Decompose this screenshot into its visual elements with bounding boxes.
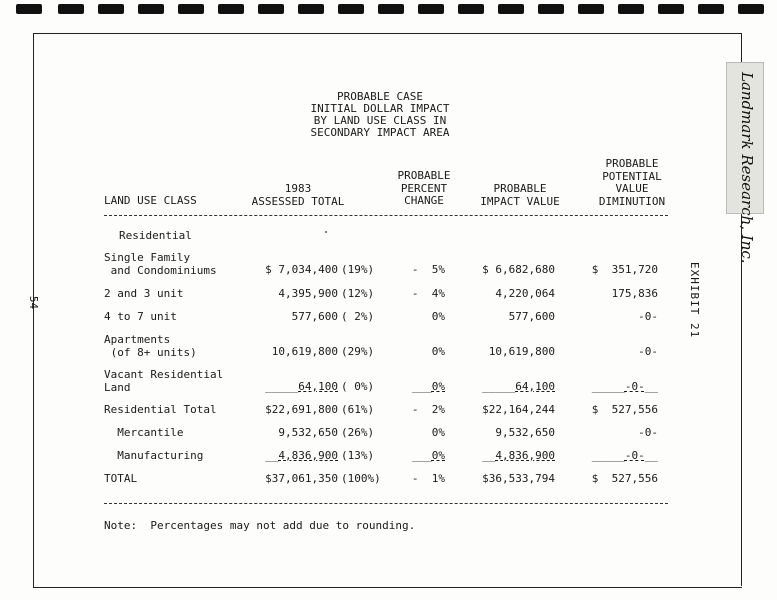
change-cell: - 4% <box>411 287 445 300</box>
header-line: DIMINUTION <box>598 194 666 208</box>
share-cell: (61%) <box>341 403 375 416</box>
header-diminution <box>588 158 676 208</box>
assessed-value: 4,836,900 <box>278 449 338 462</box>
row-label <box>104 334 197 359</box>
assessed-cell <box>240 450 338 463</box>
assessed-value: 64,100 <box>298 380 338 393</box>
assessed-cell: 10,619,800 <box>271 345 338 358</box>
impact-cell: 4,220,064 <box>495 287 555 300</box>
change-value: 0% <box>431 380 445 393</box>
header-rule <box>104 215 668 216</box>
assessed-cell: 4,395,900 <box>278 287 338 300</box>
assessed-cell: $22,691,800 <box>265 403 338 416</box>
binder-hole <box>618 4 644 14</box>
header-line: PERCENT <box>400 181 448 195</box>
underline-leader: __ <box>265 449 279 462</box>
binder-hole <box>378 4 404 14</box>
underline-leader: __ <box>482 449 496 462</box>
header-line: PROBABLE <box>605 157 659 170</box>
underline-leader: _____ <box>591 449 625 462</box>
diminution-cell: -0- <box>638 310 658 323</box>
title-line: BY LAND USE CLASS IN <box>313 114 447 127</box>
share-cell: (29%) <box>341 345 375 358</box>
diminution-cell <box>580 381 658 394</box>
binder-hole <box>98 4 124 14</box>
change-cell: 0% <box>431 310 445 323</box>
row-label: Residential Total <box>104 403 217 416</box>
exhibit-label: EXHIBIT 21 <box>688 262 701 339</box>
row-label: 2 and 3 unit <box>104 287 184 300</box>
row-label: Mercantile <box>104 426 184 439</box>
diminution-cell: $ 351,720 <box>591 263 658 276</box>
header-land-use-class: LAND USE CLASS <box>104 194 197 207</box>
impact-value: 64,100 <box>515 380 555 393</box>
row-label-line: Apartments <box>104 333 171 346</box>
change-cell: - 5% <box>411 263 445 276</box>
underline-leader: ___ <box>411 380 432 393</box>
binder-hole <box>258 4 284 14</box>
title-line: SECONDARY IMPACT AREA <box>310 126 450 139</box>
assessed-cell <box>240 381 338 394</box>
share-cell: ( 2%) <box>341 310 375 323</box>
header-line: POTENTIAL <box>602 169 662 183</box>
footer-rule <box>104 503 668 504</box>
share-cell: ( 0%) <box>341 380 375 393</box>
header-line: ASSESSED TOTAL <box>251 194 345 208</box>
page-number: 54 <box>27 295 41 310</box>
binder-hole <box>458 4 484 14</box>
binder-hole <box>338 4 364 14</box>
underline-leader: _____ <box>482 380 516 393</box>
impact-value: 4,836,900 <box>495 449 555 462</box>
change-cell: 0% <box>431 345 445 358</box>
row-label-line: and Condominiums <box>104 263 217 277</box>
row-label-line: Single Family <box>104 251 191 264</box>
binder-hole <box>218 4 244 14</box>
diminution-value: -0- <box>624 380 645 393</box>
header-line: VALUE <box>615 182 649 195</box>
diminution-cell: 175,836 <box>611 287 658 300</box>
assessed-cell: 9,532,650 <box>278 426 338 439</box>
title-line: PROBABLE CASE <box>336 90 424 103</box>
header-impact-value <box>470 183 570 208</box>
underline-leader: __ <box>644 449 658 462</box>
header-line: PROBABLE <box>493 182 547 195</box>
binder-hole <box>698 4 724 14</box>
header-line: IMPACT VALUE <box>480 194 560 208</box>
binder-hole <box>538 4 564 14</box>
change-cell: - 2% <box>411 403 445 416</box>
binder-hole <box>498 4 524 14</box>
assessed-cell: $ 7,034,400 <box>265 263 338 276</box>
header-line: PROBABLE <box>397 169 451 182</box>
change-cell <box>395 381 445 394</box>
impact-cell: $22,164,244 <box>482 403 555 416</box>
impact-cell <box>470 381 555 394</box>
diminution-cell: $ 527,556 <box>591 472 658 485</box>
impact-cell: 9,532,650 <box>495 426 555 439</box>
impact-cell: $36,533,794 <box>482 472 555 485</box>
share-cell: (19%) <box>341 263 375 276</box>
change-cell: - 1% <box>411 472 445 485</box>
assessed-cell: 577,600 <box>291 310 338 323</box>
binder-hole <box>298 4 324 14</box>
binder-holes <box>0 4 777 18</box>
row-label <box>104 369 223 394</box>
row-label-line: Vacant Residential <box>104 368 224 381</box>
footnote: Note: Percentages may not add due to rounding. <box>104 519 416 532</box>
share-cell: (100%) <box>341 472 381 485</box>
diminution-value: -0- <box>624 449 645 462</box>
binder-hole <box>658 4 684 14</box>
row-label: TOTAL <box>104 472 138 485</box>
impact-cell: 577,600 <box>508 310 555 323</box>
change-cell: 0% <box>431 426 445 439</box>
section-label-residential: Residential <box>119 229 192 242</box>
impact-cell <box>470 450 555 463</box>
underline-leader: __ <box>644 380 658 393</box>
diminution-cell <box>580 450 658 463</box>
table-title <box>280 91 480 139</box>
binder-hole <box>178 4 204 14</box>
row-label <box>104 252 217 277</box>
header-assessed-total <box>243 183 353 208</box>
title-line: INITIAL DOLLAR IMPACT <box>310 102 450 115</box>
change-cell <box>395 450 445 463</box>
assessed-cell: $37,061,350 <box>265 472 338 485</box>
underline-leader: ___ <box>411 449 432 462</box>
row-label-line: (of 8+ units) <box>104 345 197 359</box>
binder-hole <box>58 4 84 14</box>
header-line: CHANGE <box>404 194 444 207</box>
diminution-cell: -0- <box>638 426 658 439</box>
share-cell: (12%) <box>341 287 375 300</box>
binder-hole <box>578 4 604 14</box>
underline-leader: _____ <box>591 380 625 393</box>
underline-leader: _____ <box>265 380 299 393</box>
row-label-line: Land <box>104 380 131 394</box>
row-label: 4 to 7 unit <box>104 310 177 323</box>
share-cell: (13%) <box>341 449 375 462</box>
diminution-cell: -0- <box>638 345 658 358</box>
header-percent-change <box>385 170 463 208</box>
impact-cell: 10,619,800 <box>488 345 555 358</box>
binder-hole <box>418 4 444 14</box>
speck <box>325 231 327 233</box>
binder-hole <box>138 4 164 14</box>
side-tab-label: Landmark Research, Inc. <box>738 72 756 264</box>
binder-hole <box>738 4 764 14</box>
header-line: 1983 <box>284 182 312 195</box>
share-cell: (26%) <box>341 426 375 439</box>
diminution-cell: $ 527,556 <box>591 403 658 416</box>
change-value: 0% <box>431 449 445 462</box>
binder-hole <box>16 4 42 14</box>
impact-cell: $ 6,682,680 <box>482 263 555 276</box>
row-label: Manufacturing <box>104 449 204 462</box>
